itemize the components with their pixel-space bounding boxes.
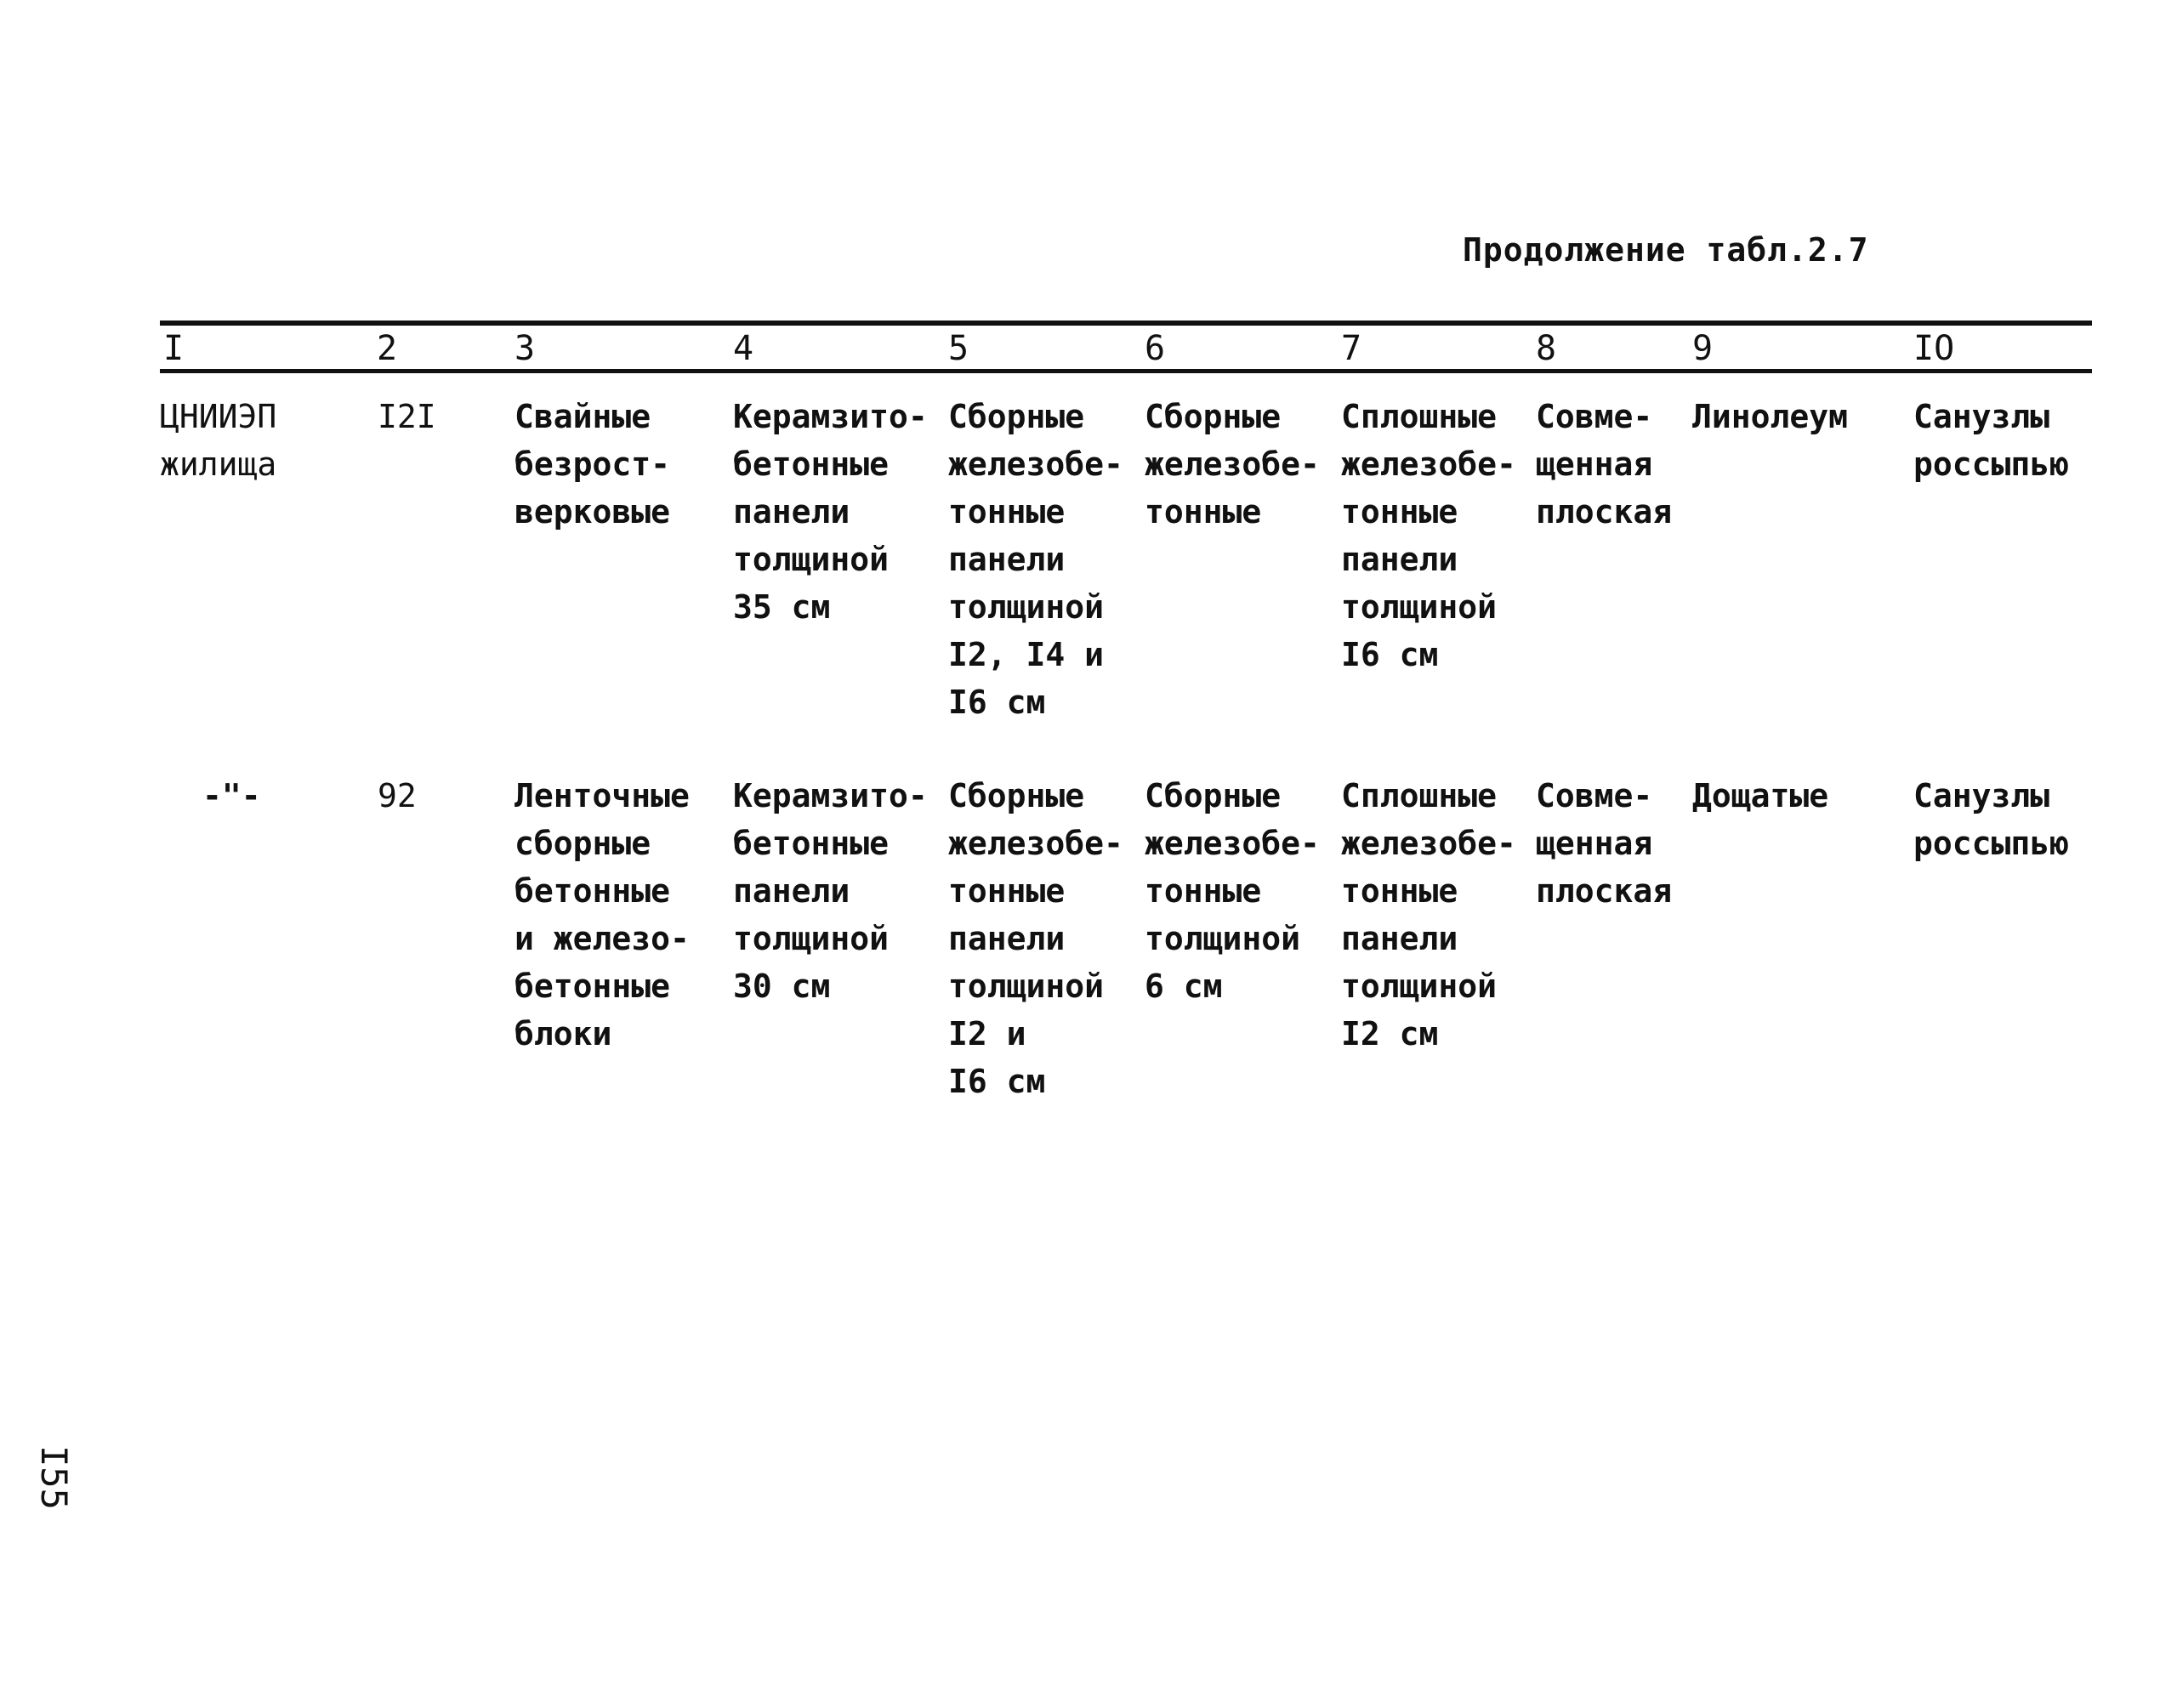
column-number-5: 5 <box>948 329 969 368</box>
row1-outer-walls: Керамзито- бетонные панели толщиной 35 см <box>733 398 928 626</box>
row2-roof: Совме- щенная плоская <box>1536 777 1673 910</box>
column-number-3: 3 <box>514 329 536 368</box>
column-number-6: 6 <box>1145 329 1166 368</box>
table-caption: Продолжение табл.2.7 <box>1463 231 1869 269</box>
column-number-8: 8 <box>1536 329 1557 368</box>
column-number-10: IO <box>1913 329 1955 368</box>
row2-apartments: 92 <box>378 777 417 814</box>
row1-bathrooms: Санузлы россыпью <box>1913 398 2070 483</box>
row1-roof: Совме- щенная плоская <box>1536 398 1673 531</box>
row2-organization: -"- <box>202 777 261 814</box>
column-number-2: 2 <box>377 329 398 368</box>
row2-inner-walls: Сборные железобе- тонные панели толщиной I2 и I6 см <box>948 777 1123 1100</box>
row1-apartments: I2I <box>378 398 436 435</box>
table-top-rule <box>160 321 2092 326</box>
row1-floors: Сплошные железобе- тонные панели толщиной I6 см <box>1341 398 1516 673</box>
row1-flooring: Линолеум <box>1692 398 1849 435</box>
row2-bathrooms: Санузлы россыпью <box>1913 777 2070 862</box>
row2-outer-walls: Керамзито- бетонные панели толщиной 30 см <box>733 777 928 1005</box>
row2-foundations: Ленточные сборные бетонные и железо- бетонные блоки <box>514 777 690 1053</box>
row2-flooring: Дощатые <box>1692 777 1829 814</box>
table-header-rule <box>160 369 2092 373</box>
row1-foundations: Свайные безрост- верковые <box>514 398 671 531</box>
column-number-4: 4 <box>733 329 754 368</box>
page-number: I55 <box>33 1445 75 1510</box>
row2-partitions: Сборные железобе- тонные толщиной 6 см <box>1145 777 1320 1005</box>
row1-inner-walls: Сборные железобе- тонные панели толщиной I2, I4 и I6 см <box>948 398 1123 721</box>
row2-floors: Сплошные железобе- тонные панели толщиной I2 см <box>1341 777 1516 1053</box>
column-number-7: 7 <box>1341 329 1362 368</box>
column-number-1: I <box>163 329 185 368</box>
column-number-9: 9 <box>1692 329 1714 368</box>
row1-organization: ЦНИИЭП жилища <box>160 398 277 483</box>
row1-partitions: Сборные железобе- тонные <box>1145 398 1320 531</box>
